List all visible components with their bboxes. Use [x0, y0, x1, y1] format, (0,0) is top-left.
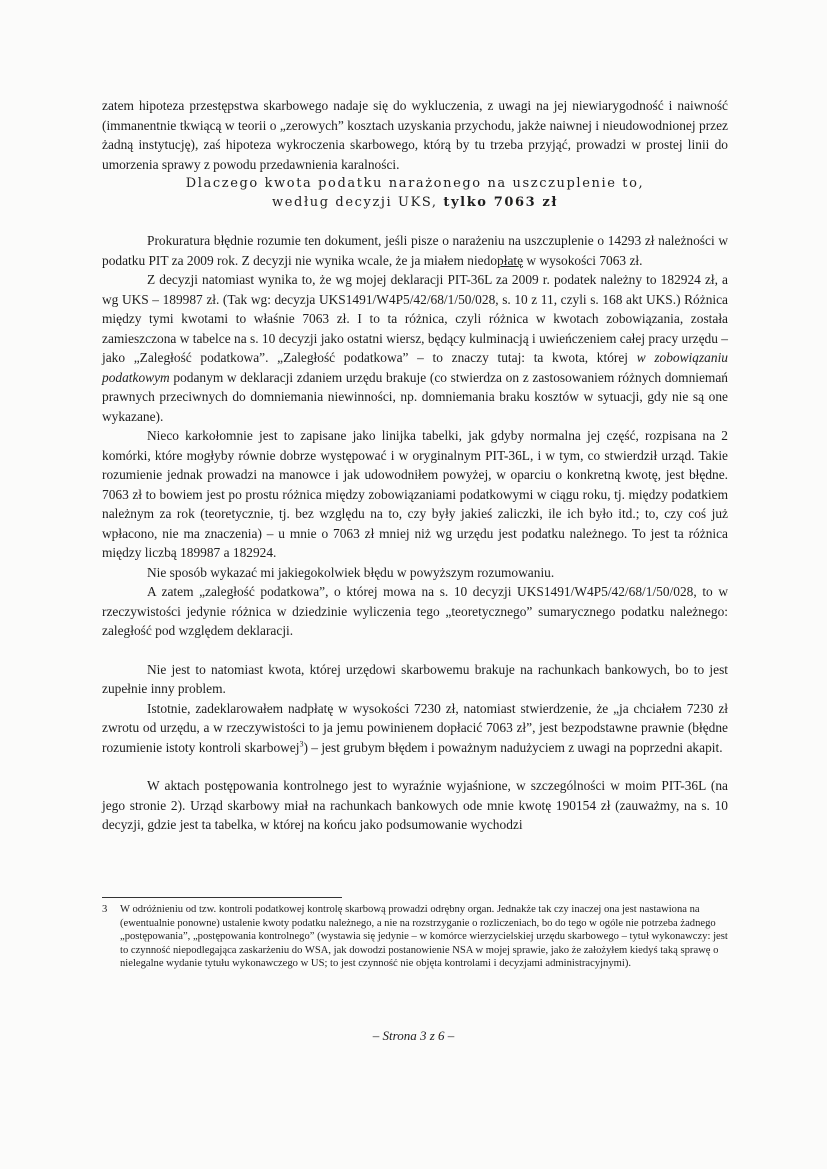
paragraph-overpayment-end: ) – jest grubym błędem i poważnym nadużyciem z uwagi na poprzedni akapit.: [303, 739, 723, 755]
paragraph-control-files: W aktach postępowania kontrolnego jest to wyraźnie wyjaśnione, w szczególności w moim PIT-36L (na jego stronie 2). Urząd skarbowy miał na rachunkach bankowych ode mnie kwotę 190154 zł (zauważmy, na s. 10 decyzji, gdzie jest ta tabelka, w której na końcu jako podsumowanie wychodzi: [102, 778, 728, 832]
footnote-divider: [102, 897, 342, 898]
paragraph-prosecution-text: Prokuratura błędnie rozumie ten dokument, jeśli pisze o narażeniu na uszczuplenie o 14293 zł należności w podatku PIT za 2009 rok. Z decyzji nie wynika wcale, że ja miałem niedo: [102, 233, 728, 268]
paragraph-no-error: Nie sposób wykazać mi jakiegokolwiek błędu w powyższym rozumowaniu.: [147, 564, 555, 580]
section-heading-line2-prefix: według decyzji UKS,: [272, 195, 444, 210]
paragraph-prosecution-end: w wysokości 7063 zł.: [523, 252, 643, 268]
footnote-reference: 3: [299, 739, 304, 749]
paragraph-table-note: Nieco karkołomnie jest to zapisane jako linijka tabelki, jak gdyby normalna jej część, rozpisana na 2 komórki, które mogłyby równie dobrze występować i w oryginalnym PIT-36L, i w tym, co stwierdził urząd. Takie rozumienie jednak prowadzi na manowce i jak udowodniłem powyżej, w oparciu o konkretną kwotę, jest błędne. 7063 zł to bowiem jest po prostu różnica między zobowiązaniami podatkowymi w ciągu roku, tj. między podatkiem należnym za rok (teoretycznie, tj. bez względu na to, czy były jakieś zaliczki, ile ich było itd.; to, czy coś już wpłacono, nie ma znaczenia) – u mnie o 7063 zł mniej niż wg urzędu jest podatku należnego. To jest ta różnica między liczbą 189987 a 182924.: [102, 428, 728, 560]
footnote: [102, 903, 728, 971]
paragraph-decision: [102, 270, 728, 426]
footnote-text: W odróżnieniu od tzw. kontroli podatkowej kontrolę skarbową prowadzi odrębny organ. Jednakże tak czy inaczej ona jest nastawiona na (ewentualnie ponowne) ustalenie kwoty podatku należnego, a nie na rozstrzyganie o rozliczeniach, bo do tego w ogóle nie potrzeba żadnego „postępowania”, „postępowania kontrolnego” (wystawia się jedynie – w komórce wierzycielskiej urzędu skarbowego – tytuł wykonawczy: jest to czynność niepodlegająca zaskarżeniu do WSA, jak dowodzi postanowienie NSA w mojej sprawie, jako że założyłem kiedyś taką sprawę o nielegalne wydanie tytułu wykonawczego w US; to jest czynność nie objęta kontrolami i decyzjami administracyjnymi).: [120, 904, 728, 970]
italic-phrase: w zobowiązaniu podatkowym: [102, 350, 728, 385]
paragraph-decision-text: Z decyzji natomiast wynika to, że wg mojej deklaracji PIT-36L za 2009 r. podatek należny to 182924 zł, a wg UKS – 189987 zł. (Tak wg: decyzja UKS1491/W4P5/42/68/1/50/028, s. 10 z 11, czyli s. 168 akt UKS.) Różnica między tymi kwotami to właśnie 7063 zł. I to ta różnica, czyli różnica w kwotach zobowiązania, została zamieszczona w tabelce na s. 10 decyzji jako ostatni wiersz, będący kulminacją i uwieńczeniem całej pracy urzędu – jako „Zaległość podatkowa”. „Zaległość podatkowa” – to znaczy tutaj: ta kwota, której: [102, 272, 728, 365]
section-heading-line1: Dlaczego kwota podatku narażonego na uszczuplenie to,: [185, 176, 645, 191]
section-heading-line2: [102, 193, 728, 212]
paragraph-decision-end: podanym w deklaracji zdaniem urzędu brakuje (co stwierdza on z zastosowaniem różnych domniemań prawnych przeciwnych do domniemania niewinności, np. domniemania braku kosztów w sytuacji, gdy nie są one wykazane).: [102, 369, 728, 424]
paragraph-intro: zatem hipoteza przestępstwa skarbowego nadaje się do wykluczenia, z uwagi na jej niewiarygodność i naiwność (immanentnie tkwiącą w teorii o „zerowych” kosztach uzyskania przychodu, jakże naiwnej i nieudowodnionej przez żadną instytucję), zaś hipoteza wykroczenia skarbowego, którą by tu trzeba przyjąć, prowadzi w prostej linii do umorzenia sprawy z powodu przedawnienia karalności.: [102, 98, 728, 172]
paragraph-overpayment-text: Istotnie, zadeklarowałem nadpłatę w wysokości 7230 zł, natomiast stwierdzenie, że „ja chciałem 7230 zł zwrotu od urzędu, a w rzeczywistości to ja jemu powinienem dopłacić 7063 zł”, jest bezpodstawne prawnie (błędne rozumienie istoty kontroli skarbowej: [102, 700, 728, 755]
body-text: [102, 96, 728, 835]
paragraph-bank-accounts: Nie jest to natomiast kwota, której urzędowi skarbowemu brakuje na rachunkach bankowych, bo to jest zupełnie inny problem.: [102, 661, 728, 696]
paragraph-overpayment: [102, 699, 728, 758]
section-heading-line2-bold: tylko 7063 zł: [443, 195, 558, 210]
underlined-word: płatę: [497, 252, 524, 268]
paragraph-arrears: A zatem „zaległość podatkowa”, o której mowa na s. 10 decyzji UKS1491/W4P5/42/68/1/50/028, to w rzeczywistości jedynie różnica w dziedzinie wyliczenia tego „teoretycznego” sumarycznego podatku należnego: zaległość pod względem deklaracji.: [102, 584, 728, 638]
paragraph-prosecution: [102, 231, 728, 270]
page-number: – Strona 3 z 6 –: [372, 1028, 455, 1043]
footnote-number: 3: [102, 904, 108, 915]
